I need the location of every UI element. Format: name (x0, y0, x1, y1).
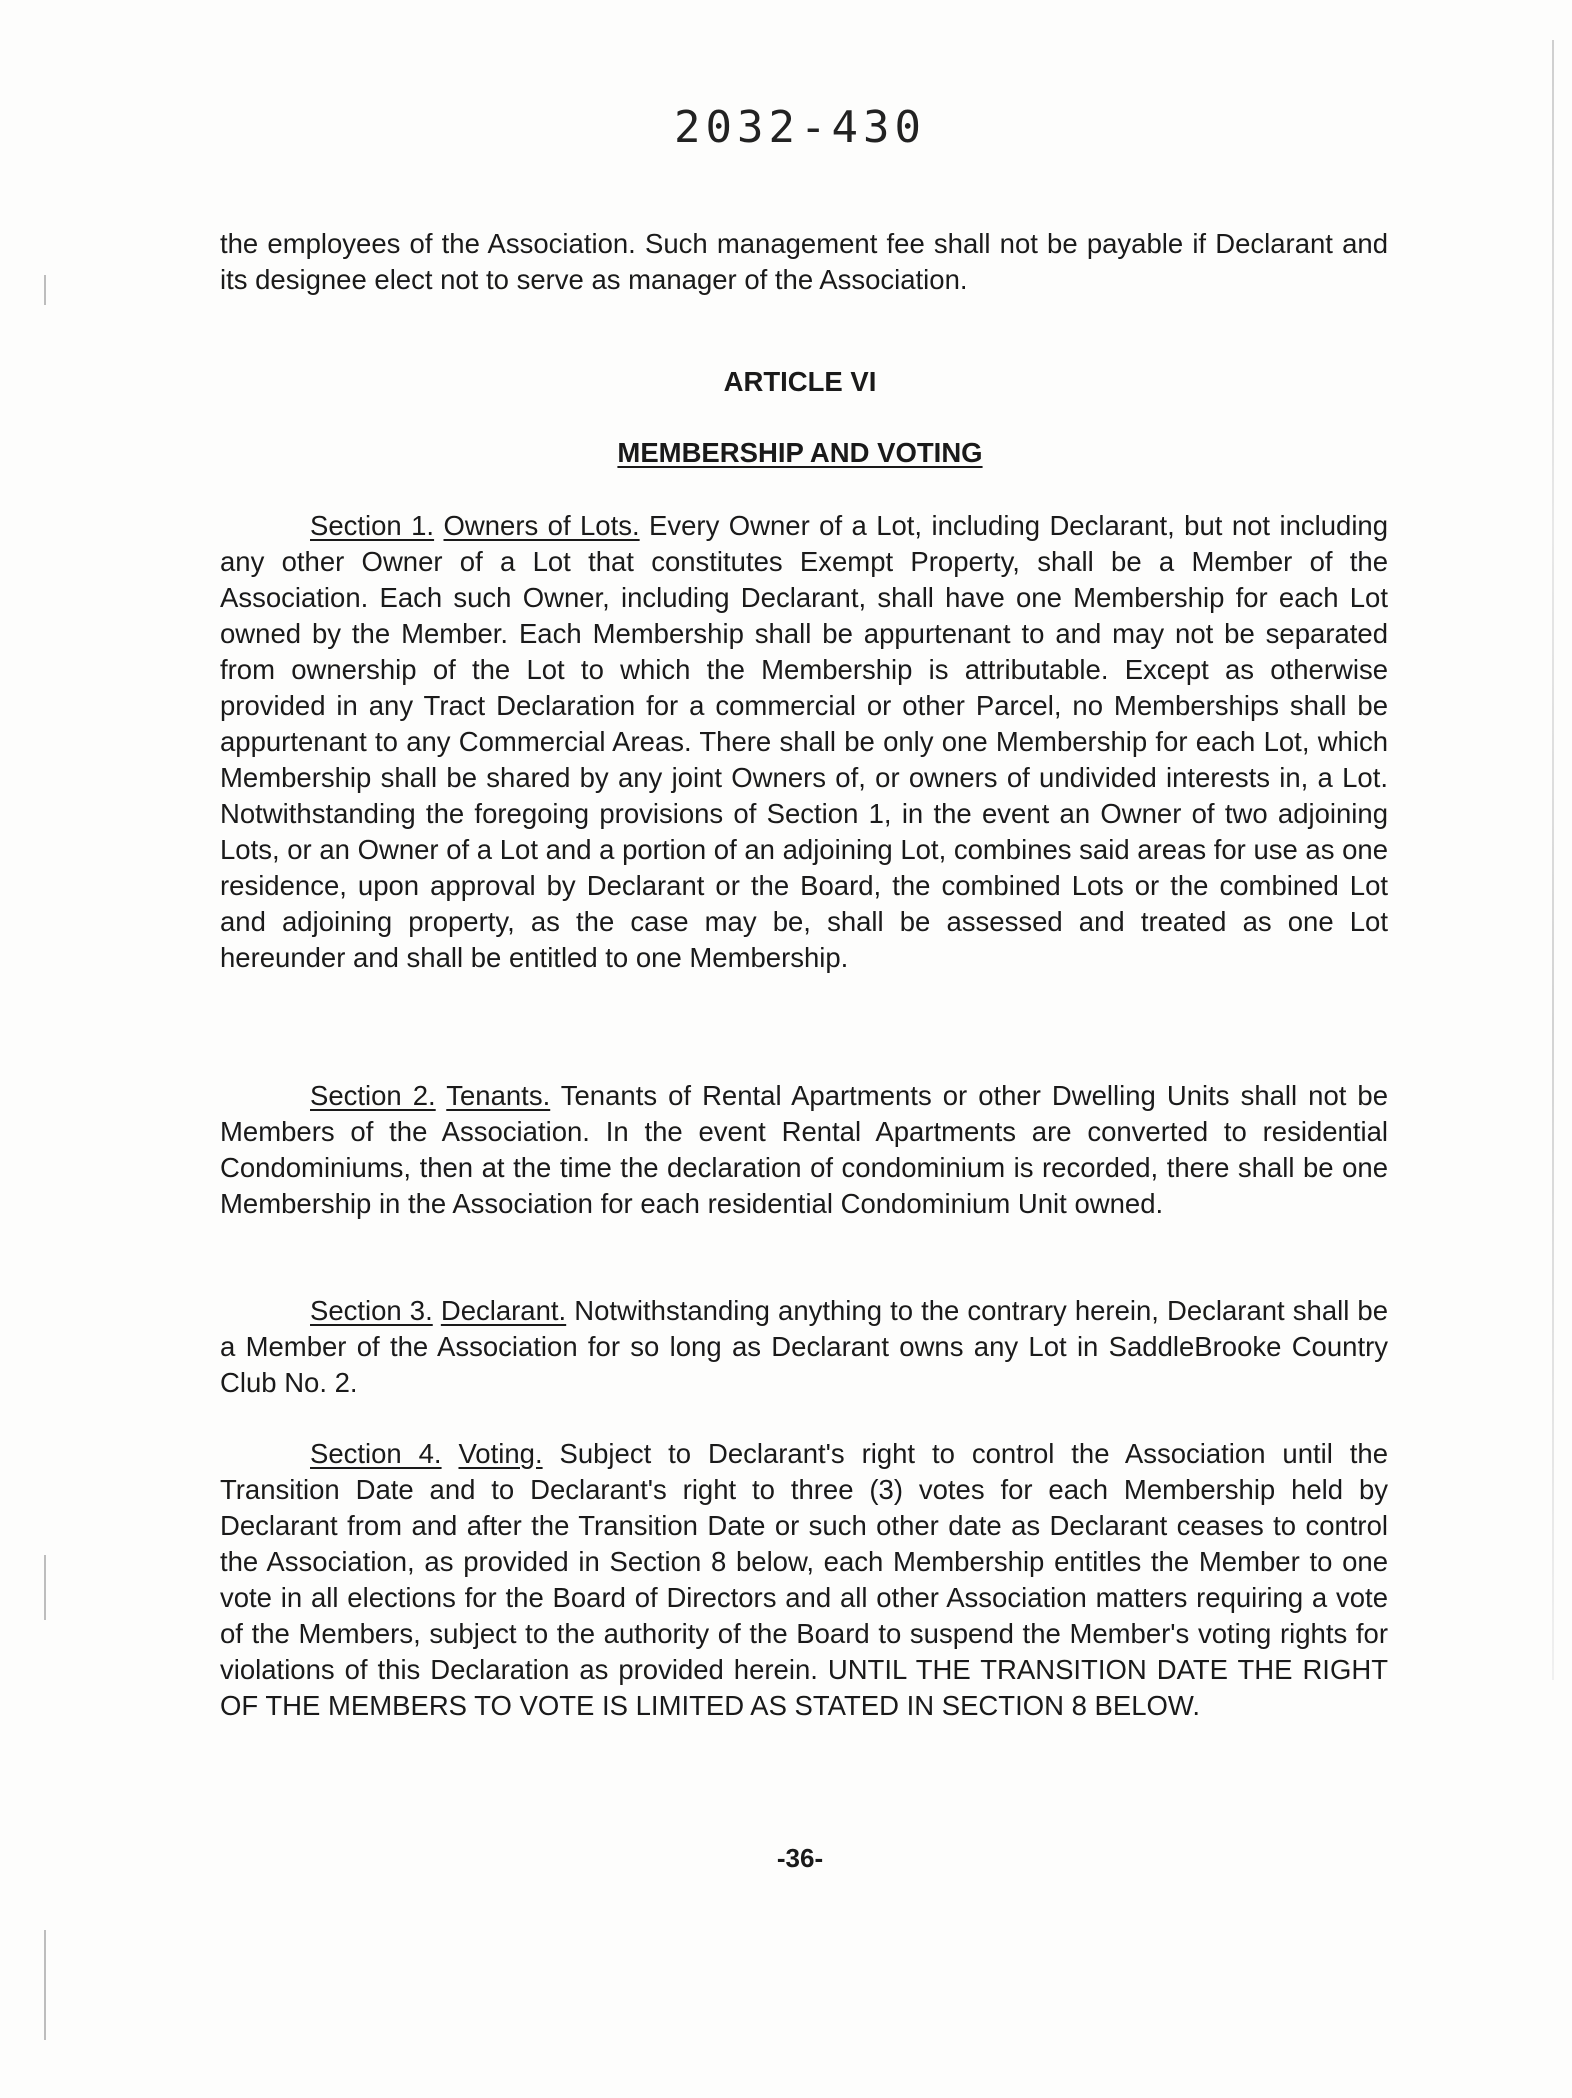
section-1-body: Every Owner of a Lot, including Declarant, but not including any other Owner of a Lot that constitutes Exempt Property, shall be a Member of the Association. Each such Owner, including Declarant, shall have one Membership for each Lot owned by the Member. Each Membership shall be appurtenant to and may not be separated from ownership of the Lot to which the Membership is attributable. Except as otherwise provided in any Tract Declaration for a commercial or other Parcel, no Memberships shall be appurtenant to any Commercial Areas. There shall be only one Membership for each Lot, which Membership shall be shared by any joint Owners of, or owners of undivided interests in, a Lot. Notwithstanding the foregoing provisions of Section 1, in the event an Owner of two adjoining Lots, or an Owner of a Lot and a portion of an adjoining Lot, combines said areas for use as one residence, upon approval by Declarant or the Board, the combined Lots or the combined Lot and adjoining property, as the case may be, shall be assessed and treated as one Lot hereunder and shall be entitled to one Membership. (220, 510, 1389, 973)
article-number: ARTICLE VI (723, 366, 877, 397)
section-2-heading: Tenants. (446, 1080, 551, 1111)
section-2-label: Section 2. (310, 1080, 436, 1111)
section-2 (220, 1078, 1388, 1222)
scan-mark (44, 1930, 46, 2040)
document-number: 2032-430 (674, 102, 926, 153)
section-3-heading: Declarant. (440, 1295, 567, 1326)
section-3-paragraph (220, 1293, 1388, 1401)
page-number: -36- (776, 1843, 824, 1873)
section-4-heading: Voting. (458, 1438, 543, 1469)
section-2-body: Tenants of Rental Apartments or other Dwelling Units shall not be Members of the Association. In the event Rental Apartments are converted to residential Condominiums, then at the time the declaration of condominium is recorded, there shall be one Membership in the Association for each residential Condominium Unit owned. (220, 1080, 1388, 1219)
section-3-body: Notwithstanding anything to the contrary herein, Declarant shall be a Member of the Association for so long as Declarant owns any Lot in SaddleBrooke Country Club No. 2. (220, 1295, 1389, 1398)
section-2-paragraph (220, 1078, 1388, 1222)
section-4-paragraph (220, 1436, 1388, 1724)
scan-edge-artifact (1552, 40, 1554, 1680)
section-4-body: Subject to Declarant's right to control the Association until the Transition Date and to Declarant's right to three (3) votes for each Membership held by Declarant from and after the Transition Date or such other date as Declarant ceases to control the Association, as provided in Section 8 below, each Membership entitles the Member to one vote in all elections for the Board of Directors and all other Association matters requiring a vote of the Members, subject to the authority of the Board to suspend the Member's voting rights for violations of this Declaration as provided herein. UNTIL THE TRANSITION DATE THE RIGHT OF THE MEMBERS TO VOTE IS LIMITED AS STATED IN SECTION 8 BELOW. (220, 1438, 1388, 1721)
section-1-paragraph (220, 508, 1388, 976)
scan-mark (44, 1555, 46, 1620)
section-3-label: Section 3. (310, 1295, 433, 1326)
intro-paragraph (220, 226, 1388, 298)
section-1-heading: Owners of Lots. (443, 510, 640, 541)
section-1 (220, 508, 1388, 976)
section-4 (220, 1436, 1388, 1724)
article-title (0, 437, 1572, 469)
section-1-label: Section 1. (310, 510, 435, 541)
scan-mark (44, 275, 46, 305)
section-3 (220, 1293, 1388, 1401)
intro-text: the employees of the Association. Such management fee shall not be payable if Declarant and its designee elect not to serve as manager of the Association. (220, 228, 1388, 295)
section-4-label: Section 4. (310, 1438, 442, 1469)
article-title-text: MEMBERSHIP AND VOTING (617, 437, 983, 468)
